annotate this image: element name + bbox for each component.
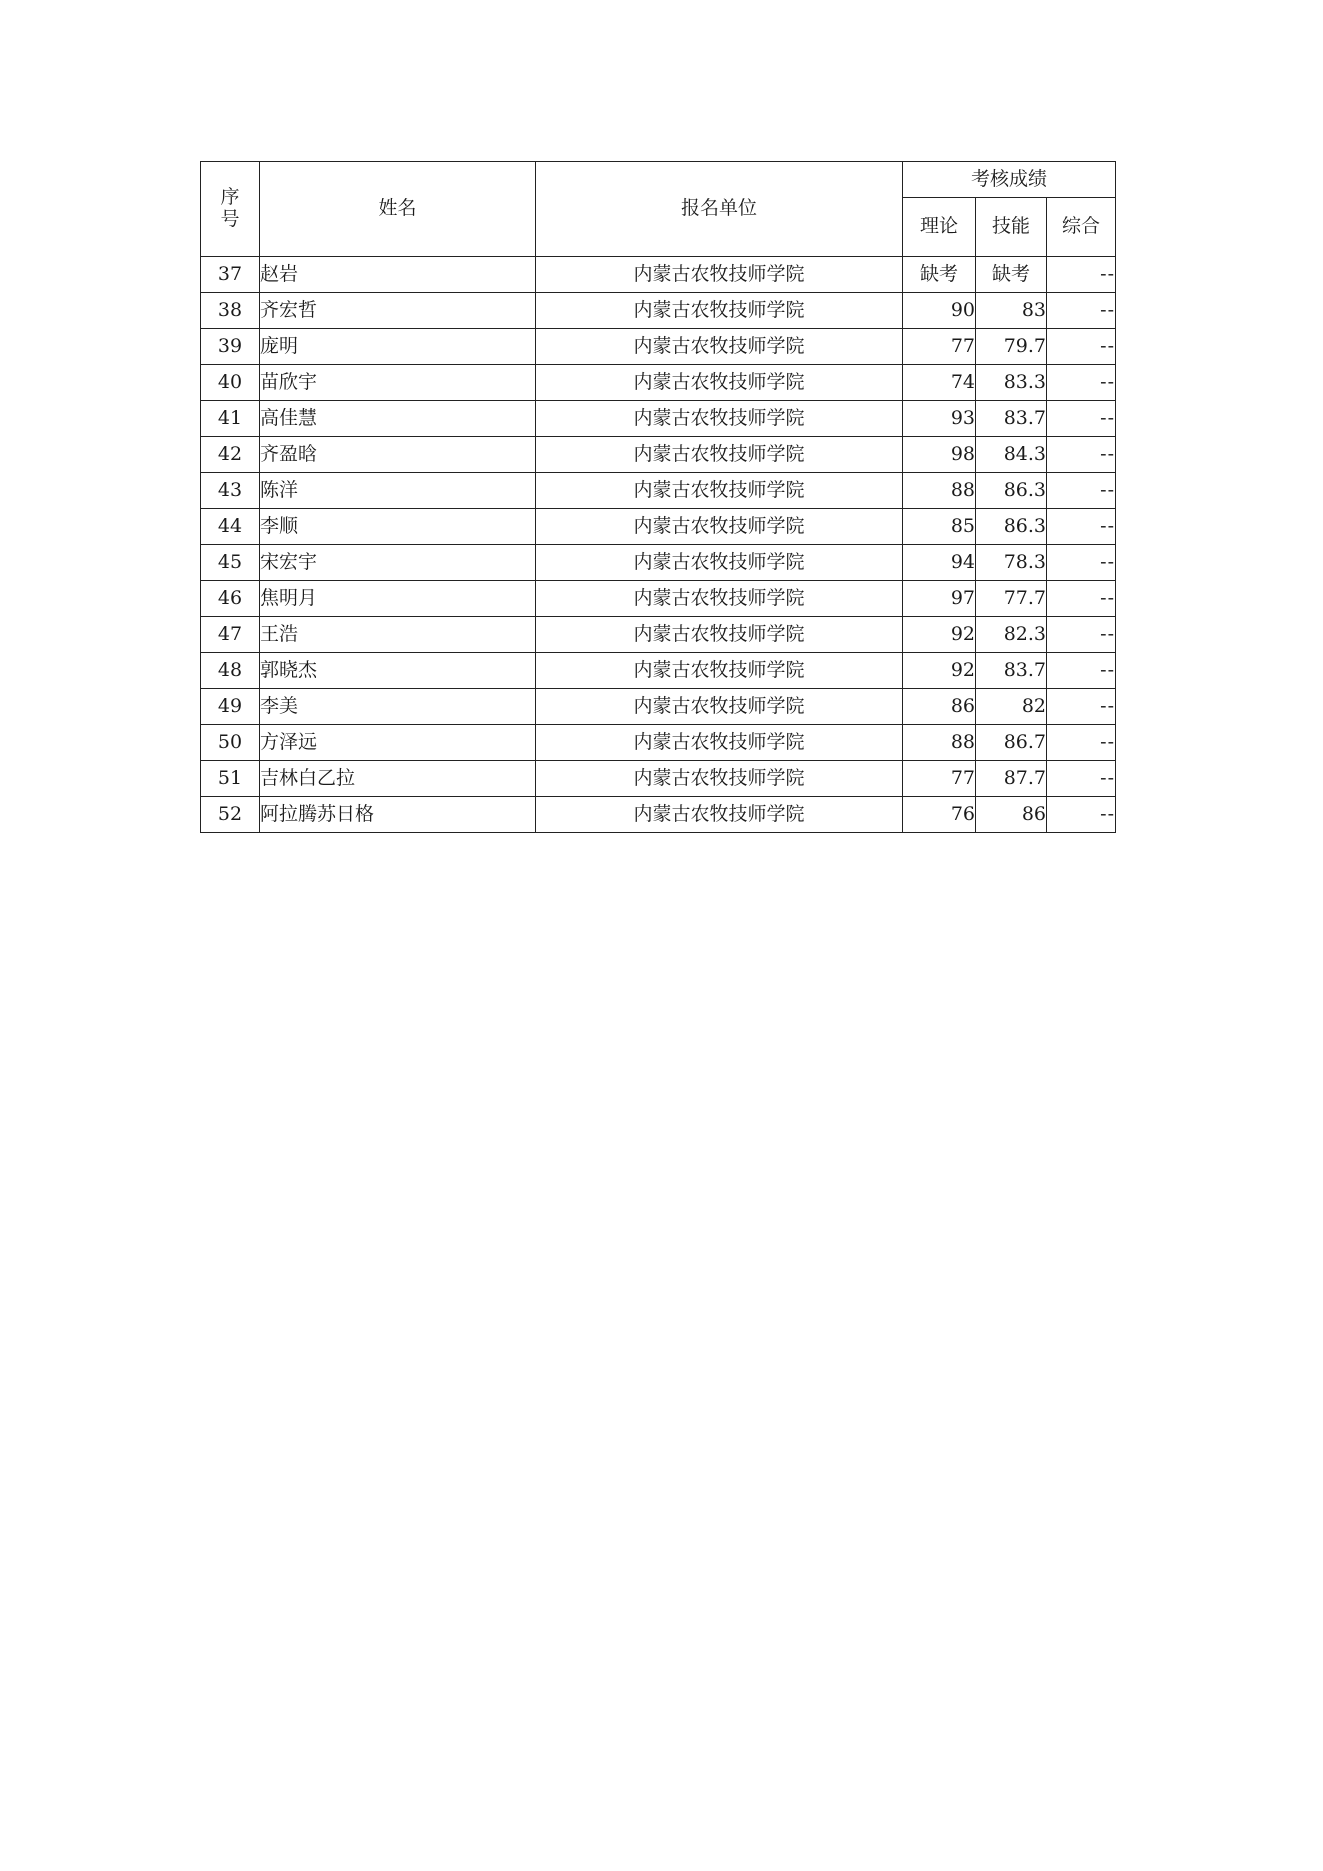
score-table: [200, 161, 1116, 833]
table-row: [201, 725, 1116, 761]
header-score-group: 考核成绩: [903, 162, 1116, 198]
cell-name: 王浩: [260, 617, 536, 653]
cell-theory: 90: [903, 293, 976, 329]
cell-unit: 内蒙古农牧技师学院: [536, 545, 903, 581]
cell-total: --: [1047, 653, 1116, 689]
cell-theory: 85: [903, 509, 976, 545]
table-row: [201, 545, 1116, 581]
cell-seq: 40: [201, 365, 260, 401]
cell-theory: 77: [903, 329, 976, 365]
cell-name: 陈洋: [260, 473, 536, 509]
cell-seq: 50: [201, 725, 260, 761]
cell-theory: 97: [903, 581, 976, 617]
header-skill: 技能: [976, 198, 1047, 257]
header-seq-line2: 号: [220, 208, 240, 230]
cell-name: 吉林白乙拉: [260, 761, 536, 797]
cell-unit: 内蒙古农牧技师学院: [536, 329, 903, 365]
cell-total: --: [1047, 797, 1116, 833]
table-header: [201, 162, 1116, 257]
cell-seq: 47: [201, 617, 260, 653]
cell-skill: 86: [976, 797, 1047, 833]
table-row: [201, 797, 1116, 833]
cell-skill: 87.7: [976, 761, 1047, 797]
cell-total: --: [1047, 365, 1116, 401]
cell-unit: 内蒙古农牧技师学院: [536, 401, 903, 437]
cell-name: 齐盈晗: [260, 437, 536, 473]
header-unit: 报名单位: [536, 162, 903, 257]
cell-unit: 内蒙古农牧技师学院: [536, 257, 903, 293]
cell-seq: 49: [201, 689, 260, 725]
cell-seq: 52: [201, 797, 260, 833]
header-total: 综合: [1047, 198, 1116, 257]
cell-theory: 98: [903, 437, 976, 473]
cell-name: 高佳慧: [260, 401, 536, 437]
cell-theory: 76: [903, 797, 976, 833]
cell-unit: 内蒙古农牧技师学院: [536, 653, 903, 689]
table-row: [201, 581, 1116, 617]
header-name: 姓名: [260, 162, 536, 257]
cell-skill: 86.7: [976, 725, 1047, 761]
cell-seq: 38: [201, 293, 260, 329]
cell-total: --: [1047, 473, 1116, 509]
cell-unit: 内蒙古农牧技师学院: [536, 581, 903, 617]
cell-unit: 内蒙古农牧技师学院: [536, 293, 903, 329]
header-seq-line1: 序: [220, 186, 240, 209]
table-row: [201, 437, 1116, 473]
cell-skill: 83.3: [976, 365, 1047, 401]
cell-total: --: [1047, 509, 1116, 545]
cell-total: --: [1047, 725, 1116, 761]
cell-total: --: [1047, 401, 1116, 437]
cell-total: --: [1047, 329, 1116, 365]
cell-skill: 82: [976, 689, 1047, 725]
cell-unit: 内蒙古农牧技师学院: [536, 689, 903, 725]
cell-skill: 83.7: [976, 653, 1047, 689]
cell-skill: 79.7: [976, 329, 1047, 365]
cell-name: 齐宏哲: [260, 293, 536, 329]
cell-unit: 内蒙古农牧技师学院: [536, 725, 903, 761]
cell-total: --: [1047, 293, 1116, 329]
cell-skill: 78.3: [976, 545, 1047, 581]
cell-name: 郭晓杰: [260, 653, 536, 689]
cell-skill: 84.3: [976, 437, 1047, 473]
table-row: [201, 257, 1116, 293]
cell-seq: 46: [201, 581, 260, 617]
cell-skill: 82.3: [976, 617, 1047, 653]
cell-total: --: [1047, 761, 1116, 797]
cell-total: --: [1047, 581, 1116, 617]
cell-unit: 内蒙古农牧技师学院: [536, 365, 903, 401]
cell-total: --: [1047, 257, 1116, 293]
cell-theory: 缺考: [903, 257, 976, 293]
cell-seq: 37: [201, 257, 260, 293]
cell-seq: 41: [201, 401, 260, 437]
cell-seq: 45: [201, 545, 260, 581]
cell-skill: 86.3: [976, 473, 1047, 509]
cell-name: 庞明: [260, 329, 536, 365]
table-row: [201, 689, 1116, 725]
cell-seq: 51: [201, 761, 260, 797]
table-body: [201, 257, 1116, 833]
cell-skill: 86.3: [976, 509, 1047, 545]
cell-unit: 内蒙古农牧技师学院: [536, 473, 903, 509]
cell-name: 李顺: [260, 509, 536, 545]
table-row: [201, 617, 1116, 653]
cell-seq: 43: [201, 473, 260, 509]
table-row: [201, 761, 1116, 797]
document-page: [200, 161, 1116, 833]
cell-total: --: [1047, 545, 1116, 581]
cell-theory: 88: [903, 725, 976, 761]
cell-total: --: [1047, 689, 1116, 725]
cell-seq: 44: [201, 509, 260, 545]
cell-theory: 74: [903, 365, 976, 401]
cell-theory: 88: [903, 473, 976, 509]
table-row: [201, 509, 1116, 545]
cell-unit: 内蒙古农牧技师学院: [536, 617, 903, 653]
cell-seq: 42: [201, 437, 260, 473]
cell-theory: 94: [903, 545, 976, 581]
table-row: [201, 401, 1116, 437]
header-seq: [201, 162, 260, 257]
table-row: [201, 329, 1116, 365]
cell-total: --: [1047, 437, 1116, 473]
cell-theory: 93: [903, 401, 976, 437]
cell-total: --: [1047, 617, 1116, 653]
cell-unit: 内蒙古农牧技师学院: [536, 437, 903, 473]
table-row: [201, 653, 1116, 689]
header-theory: 理论: [903, 198, 976, 257]
cell-unit: 内蒙古农牧技师学院: [536, 761, 903, 797]
cell-name: 李美: [260, 689, 536, 725]
cell-skill: 83: [976, 293, 1047, 329]
cell-name: 苗欣宇: [260, 365, 536, 401]
cell-name: 阿拉腾苏日格: [260, 797, 536, 833]
cell-unit: 内蒙古农牧技师学院: [536, 509, 903, 545]
cell-theory: 86: [903, 689, 976, 725]
cell-theory: 92: [903, 653, 976, 689]
cell-theory: 77: [903, 761, 976, 797]
cell-name: 宋宏宇: [260, 545, 536, 581]
cell-skill: 缺考: [976, 257, 1047, 293]
table-row: [201, 473, 1116, 509]
cell-name: 赵岩: [260, 257, 536, 293]
cell-name: 方泽远: [260, 725, 536, 761]
table-row: [201, 293, 1116, 329]
table-row: [201, 365, 1116, 401]
cell-skill: 83.7: [976, 401, 1047, 437]
cell-unit: 内蒙古农牧技师学院: [536, 797, 903, 833]
cell-seq: 39: [201, 329, 260, 365]
cell-seq: 48: [201, 653, 260, 689]
cell-skill: 77.7: [976, 581, 1047, 617]
cell-name: 焦明月: [260, 581, 536, 617]
cell-theory: 92: [903, 617, 976, 653]
